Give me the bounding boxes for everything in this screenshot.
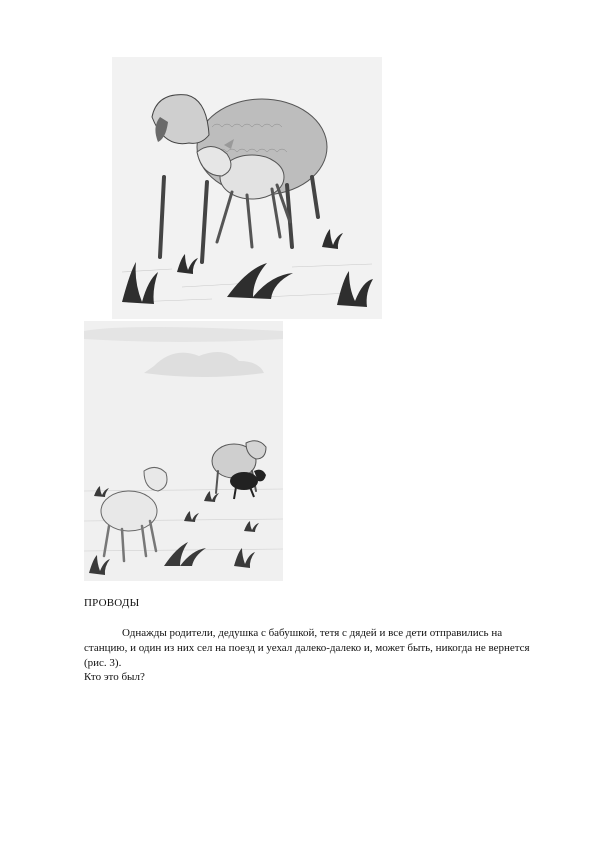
question-text: Кто это был? <box>84 671 145 683</box>
ewe-and-lamb-illustration <box>112 57 382 319</box>
sheep-in-field-illustration <box>84 321 283 581</box>
section-heading: ПРОВОДЫ <box>84 597 140 609</box>
story-paragraph: Однажды родители, дедушка с бабушкой, тетя с дядей и все дети отправились на станцию, и один из них сел на поезд и уехал далеко-далеко и, может быть, никогда не вернется (рис. 3). <box>84 627 530 669</box>
